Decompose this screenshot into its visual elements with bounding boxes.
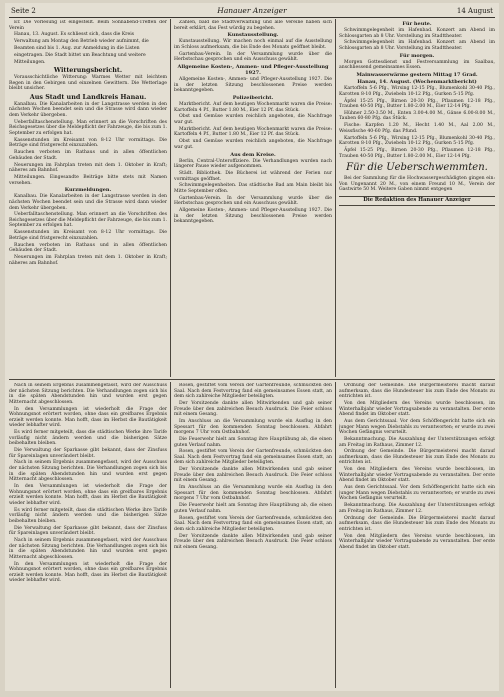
bottom-text: Rosen, gestiftet vom Verein der Gartenfreunde, schmückten den Saal. Nach dem Festvortrag fand ein gemeinsames Essen statt, an dem sich zahlreiche Mitglieder beteiligten.	[174, 515, 332, 532]
market-show-heading: Allgemeine Kosten-, Ammen- und Pfleger-Ausstellung 1927.	[177, 64, 329, 77]
fire-heading: Aus dem Kreise.	[230, 151, 276, 158]
bottom-text: Die Feuerwehr hielt am Sonntag ihre Hauptübung ab, die einen guten Verlauf nahm.	[174, 436, 332, 448]
bottom-column-1	[9, 383, 167, 688]
editorial-signature: Die Redaktion des Hanauer Anzeiger	[363, 196, 471, 203]
bottom-text: Der Vorsitzende dankte allen Mitwirkenden und gab seiner Freude über den zahlreichen Besuch Ausdruck. Die Feier schloss mit einem Gesang.	[174, 400, 332, 418]
local-text: Kassenstunden im Kreisamt von 8-12 Uhr vormittags. Die Beträge sind fristgerecht einzuzahlen.	[9, 230, 167, 241]
section-divider	[9, 379, 495, 380]
local-text: Neuerungen im Fahrplan treten mit dem 1. Oktober in Kraft; näheres am Bahnhof.	[9, 255, 167, 266]
col2-text: Städt. Bibliothek. Die Bücherei ist während der Ferien nur vormittags geöffnet.	[174, 170, 332, 182]
bottom-text: Es wird ferner mitgeteilt, dass die städtischen Werke ihre Tarife vorläufig nicht ändern werden und die bisherigen Sätze beibehalten bleiben.	[9, 507, 167, 524]
col2-text: Gartenbau-Verein. In der Versammlung wurde über die Herbstschau gesprochen und ein Ausschuss gewählt.	[174, 195, 332, 207]
bottom-text: Von den Mitgliedern des Vereins wurde beschlossen, im Winterhalbjahr wieder Vortragsabende zu veranstalten. Der erste Abend findet im Oktober statt.	[339, 400, 495, 418]
local-text: Kassenstunden im Kreisamt von 8-12 Uhr vormittags. Die Beträge sind fristgerecht einzuzahlen.	[9, 137, 167, 149]
market-text: Kartoffeln 5-6 Pfg., Wirsing 12-15 Pfg., Blumenkohl 30-40 Pfg., Karotten 8-10 Pfg., Zwiebeln 10-12 Pfg., Gurken 5-15 Pfg.	[339, 135, 495, 147]
newspaper-page	[5, 3, 499, 691]
col1-line: Hanau, 13. August. Es schliesst sich, dass die Kreis	[14, 32, 135, 38]
col2-text: Schwimmgelegenheiten. Das städtische Bad am Main bleibt bis Mitte September offen.	[174, 183, 332, 194]
bottom-column-3	[339, 383, 495, 688]
bottom-text: Aus dem Gerichtssaal. Vor dem Schöffengericht hatte sich ein junger Mann wegen Diebstahls zu verantworten; er wurde zu zwei Wochen Gefängnis verurteilt.	[339, 485, 495, 502]
bottom-text: Die Feuerwehr hielt am Sonntag ihre Hauptübung ab, die einen guten Verlauf nahm.	[174, 503, 332, 514]
col2-text: Allgemeine Kosten-, Ammen- und Pfleger-Ausstellung 1927. Die in der letzten Sitzung beschlossenen Preise werden bekanntgegeben.	[174, 77, 332, 94]
col1-line: Er. Die Vorlesung ist eingestellt. Beim Sonnabend-Treffen der Verein	[9, 20, 167, 31]
market-text: Hühner 2.50-3.50 M., Enten 3.00-4.00 M., Gänse 6.00-8.00 M., Tauben 60-80 Pfg. das Stück.	[339, 110, 495, 122]
bottom-text: Bekanntmachung. Die Auszahlung der Unterstützungen erfolgt am Freitag im Rathaus, Zimmer 12.	[339, 503, 495, 514]
page-header	[9, 5, 495, 18]
col2-text: Obst und Gemüse wurden reichlich angeboten, die Nachfrage war gut.	[174, 114, 332, 126]
bottom-column-2	[174, 383, 332, 688]
local-text: Neuerungen im Fahrplan treten mit dem 1. Oktober in Kraft; näheres am Bahnhof.	[9, 162, 167, 174]
col2-text: Allgemeine Kosten-, Ammen- und Pfleger-Ausstellung 1927. Die in der letzten Sitzung beschlossenen Preise werden bekanntgegeben.	[174, 208, 332, 225]
market-text: Äpfel 15-25 Pfg., Birnen 20-30 Pfg., Pflaumen 12-18 Pfg., Trauben 40-50 Pfg., Butter 1.80-2.00 M., Eier 12-14 Pfg.	[339, 148, 495, 159]
column-divider	[170, 19, 171, 377]
local-news-heading: Aus Stadt und Landkreis Hanau.	[29, 92, 147, 101]
bottom-text: Ordnung der Gemeinde. Die Bürgermeisterei macht darauf aufmerksam, dass die Hundesteuer bis zum Ende des Monats zu entrichten ist.	[339, 383, 495, 400]
local-text: Ueberfalltaschenstellung. Man erinnert an die Vorschriften des Reichsgesetzes über die Meldepflicht der Fahrzeuge, die bis zum 1. September zu erfolgen hat.	[9, 212, 167, 229]
tomorrow-text: Morgen Gottesdienst und Festversammlung im Saalbau, anschliessend gemeinsames Essen.	[339, 59, 495, 71]
weather-text: Vorausschichtliche Witterung: Warmes Wetter mit leichtem Regen in den Gebirgen und einzelnen Gewittern. Die Wetterlage bleibt unsicher.	[9, 75, 167, 92]
bottom-text: In den Versammlungen ist wiederholt die Frage der Wohnungsnot erörtert worden, ohne dass ein greifbares Ergebnis erzielt werden konnte. Man hofft, dass im Herbst die Bautätigkeit wieder lebhafter wird.	[9, 561, 167, 584]
col2-text: Gartenbau-Verein. In der Versammlung wurde über die Herbstschau gesprochen und ein Ausschuss gewählt.	[174, 51, 332, 63]
local-text: Mitteilungen. Eingesandte Beiträge bitte stets mit Namen versehen.	[9, 174, 167, 186]
bottom-text: Aus dem Gerichtssaal. Vor dem Schöffengericht hatte sich ein junger Mann wegen Diebstahls zu verantworten; er wurde zu zwei Wochen Gefängnis verurteilt.	[339, 418, 495, 436]
market-text: Kartoffeln 5-6 Pfg., Wirsing 12-15 Pfg., Blumenkohl 30-40 Pfg., Karotten 8-10 Pfg., Zwiebeln 10-12 Pfg., Gurken 5-15 Pfg.	[339, 86, 495, 97]
local-text: Kanalbau. Die Kanalarbeiten in der Langstrasse werden in den nächsten Wochen beendet sein und die Strasse wird dann wieder dem Verkehr übergeben.	[9, 194, 167, 211]
col2-text: Marktbericht. Auf dem heutigen Wochenmarkt waren die Preise: Kartoffeln 4 Pf., Butter 1.80 M., Eier 12 Pf. das Stück.	[174, 126, 332, 138]
local-text: Rauchen verboten im Rathaus und in allen öffentlichen Gebäuden der Stadt.	[9, 150, 167, 161]
market-report-heading: Hanau, 14. August. (Wochenmarktbericht)	[357, 79, 477, 86]
issue-date: 14 August	[456, 7, 493, 15]
market-text: Äpfel 15-25 Pfg., Birnen 20-30 Pfg., Pflaumen 12-18 Pfg., Trauben 40-50 Pfg., Butter 1.80-2.00 M., Eier 12-14 Pfg.	[339, 98, 495, 110]
column-divider	[170, 382, 171, 688]
short-news-heading: Kurzmeldungen.	[64, 187, 112, 194]
local-text: Ueberfalltaschenstellung. Man erinnert an die Vorschriften des Reichsgesetzes über die Meldepflicht der Fahrzeuge, die bis zum 1. September zu erfolgen hat.	[9, 119, 167, 137]
bottom-text: Im Anschluss an die Versammlung wurde ein Ausflug in den Spessart für den kommenden Sonntag beschlossen. Abfahrt morgens 7 Uhr vom Ostbahnhof.	[174, 418, 332, 436]
today-heading: Für heute.	[402, 21, 432, 27]
bottom-text: Nach in seinem Ergebnis zusammengefasst, wird der Ausschuss der nächsten Sitzung berichten. Die Verhandlungen zogen sich bis in die späten Abendstunden hin und wurden erst gegen Mitternacht abgeschlossen.	[9, 460, 167, 483]
editorial-box	[339, 196, 495, 206]
bottom-text: Von den Mitgliedern des Vereins wurde beschlossen, im Winterhalbjahr wieder Vortragsabende zu veranstalten. Der erste Abend findet im Oktober statt.	[339, 467, 495, 484]
bottom-text: Rosen, gestiftet vom Verein der Gartenfreunde, schmückten den Saal. Nach dem Festvortrag fand ein gemeinsames Essen statt, an dem sich zahlreiche Mitglieder beteiligten.	[174, 383, 332, 400]
bottom-text: Im Anschluss an die Versammlung wurde ein Ausflug in den Spessart für den kommenden Sonntag beschlossen. Abfahrt morgens 7 Uhr vom Ostbahnhof.	[174, 485, 332, 502]
column-divider	[335, 19, 336, 377]
tomorrow-heading: Für morgen.	[399, 52, 435, 59]
bottom-text: In den Versammlungen ist wiederholt die Frage der Wohnungsnot erörtert worden, ohne dass ein greifbares Ergebnis erzielt werden konnte. Man hofft, dass im Herbst die Bautätigkeit wieder lebhafter wird.	[9, 406, 167, 429]
water-temp-heading: Mainwasserwärme gestern Mittag 17 Grad.	[356, 72, 478, 79]
today-text: Schwimmgelegenheit im Hafenbad. Konzert am Abend im Schlossgarten ab 8 Uhr. Vorstellung im Stadttheater.	[339, 40, 495, 51]
col2-text: Berlin, Central-Unteroffiziere. Die Verhandlungen wurden nach längerer Pause wieder aufgenommen.	[174, 158, 332, 170]
bottom-text: Ordnung der Gemeinde. Die Bürgermeisterei macht darauf aufmerksam, dass die Hundesteuer bis zum Ende des Monats zu entrichten ist.	[339, 515, 495, 532]
col1-line: Mitteilungen.	[14, 59, 46, 65]
col2-text: Obst und Gemüse wurden reichlich angeboten, die Nachfrage war gut.	[174, 139, 332, 150]
col1-line: eingetragen. Die Stadt bittet um Beachtung und weitere	[14, 52, 146, 58]
col2-text: Kunstausstellung. Wir machen noch einmal auf die Ausstellung im Schloss aufmerksam, die bis Ende des Monats geöffnet bleibt.	[174, 39, 332, 50]
flood-relief-heading: Für die Ueberschwemmten.	[346, 162, 488, 174]
column-3	[339, 20, 495, 376]
bottom-text: Bekanntmachung. Die Auszahlung der Unterstützungen erfolgt am Freitag im Rathaus, Zimmer 12.	[339, 436, 495, 448]
bottom-text: Von den Mitgliedern des Vereins wurde beschlossen, im Winterhalbjahr wieder Vortragsabende zu veranstalten. Der erste Abend findet im Oktober statt.	[339, 533, 495, 550]
bottom-text: Nach in seinem Ergebnis zusammengefasst, wird der Ausschuss der nächsten Sitzung berichten. Die Verhandlungen zogen sich bis in die späten Abendstunden hin und wurden erst gegen Mitternacht abgeschlossen.	[9, 383, 167, 405]
col1-line: Verwaltung am Montag den Betrieb wieder aufnimmt, die	[14, 39, 149, 45]
bottom-text: Der Vorsitzende dankte allen Mitwirkenden und gab seiner Freude über den zahlreichen Besuch Ausdruck. Die Feier schloss mit einem Gesang.	[174, 533, 332, 550]
police-heading: Polizeibericht.	[232, 95, 274, 102]
bottom-text: Die Verwaltung der Sparkasse gibt bekannt, dass der Zinsfuss für Spareinlagen unverändert bleibt.	[9, 448, 167, 459]
local-text: Kanalbau. Die Kanalarbeiten in der Langstrasse werden in den nächsten Wochen beendet sein und die Strasse wird dann wieder dem Verkehr übergeben.	[9, 101, 167, 119]
column-1	[9, 20, 167, 376]
donation-text: Bei der Sammlung für die Hochwassergeschädigten gingen ein: Von Ungenannt 20 M., von einem Freund 10 M., Verein der Gastwirte 50 M. Weitere Gaben nimmt entgegen	[339, 176, 495, 193]
column-divider	[335, 382, 336, 688]
col1-line: Beamten sind bis 1. Aug. zur Anmeldung in die Listen	[14, 45, 140, 51]
local-text: Rauchen verboten im Rathaus und in allen öffentlichen Gebäuden der Stadt.	[9, 242, 167, 254]
bottom-text: Es wird ferner mitgeteilt, dass die städtischen Werke ihre Tarife vorläufig nicht ändern werden und die bisherigen Sätze beibehalten bleiben.	[9, 430, 167, 447]
bottom-text: Rosen, gestiftet vom Verein der Gartenfreunde, schmückten den Saal. Nach dem Festvortrag fand ein gemeinsames Essen statt, an dem sich zahlreiche Mitglieder beteiligten.	[174, 449, 332, 466]
newspaper-title: Hanauer Anzeiger	[217, 6, 287, 15]
weather-heading: Witterungsbericht.	[53, 66, 123, 75]
bottom-text: Ordnung der Gemeinde. Die Bürgermeisterei macht darauf aufmerksam, dass die Hundesteuer bis zum Ende des Monats zu entrichten ist.	[339, 449, 495, 466]
bottom-text: Nach in seinem Ergebnis zusammengefasst, wird der Ausschuss der nächsten Sitzung berichten. Die Verhandlungen zogen sich bis in die späten Abendstunden hin und wurden erst gegen Mitternacht abgeschlossen.	[9, 537, 167, 560]
col2-text: Marktbericht. Auf dem heutigen Wochenmarkt waren die Preise: Kartoffeln 4 Pf., Butter 1.80 M., Eier 12 Pf. das Stück.	[174, 102, 332, 113]
bottom-text: Der Vorsitzende dankte allen Mitwirkenden und gab seiner Freude über den zahlreichen Besuch Ausdruck. Die Feier schloss mit einem Gesang.	[174, 467, 332, 484]
col2-text: Zahlen, bald die Stadtverwaltung und alle Vereine haben sich bereit erklärt, das Fest würdig zu begehen.	[174, 20, 332, 31]
market-text: Fische: Karpfen 1.20 M., Hecht 1.40 M., Aal 2.00 M., Weissfische 40-60 Pfg. das Pfund.	[339, 123, 495, 134]
today-text: Schwimmgelegenheit im Hafenbad. Konzert am Abend im Schlossgarten ab 8 Uhr. Vorstellung im Stadttheater.	[339, 28, 495, 39]
bottom-text: In den Versammlungen ist wiederholt die Frage der Wohnungsnot erörtert worden, ohne dass ein greifbares Ergebnis erzielt werden konnte. Man hofft, dass im Herbst die Bautätigkeit wieder lebhafter wird.	[9, 484, 167, 506]
bottom-text: Die Verwaltung der Sparkasse gibt bekannt, dass der Zinsfuss für Spareinlagen unverändert bleibt.	[9, 525, 167, 537]
art-heading: Kunstausstellung.	[227, 32, 279, 39]
page-number: Seite 2	[11, 7, 36, 15]
column-2	[174, 20, 332, 376]
